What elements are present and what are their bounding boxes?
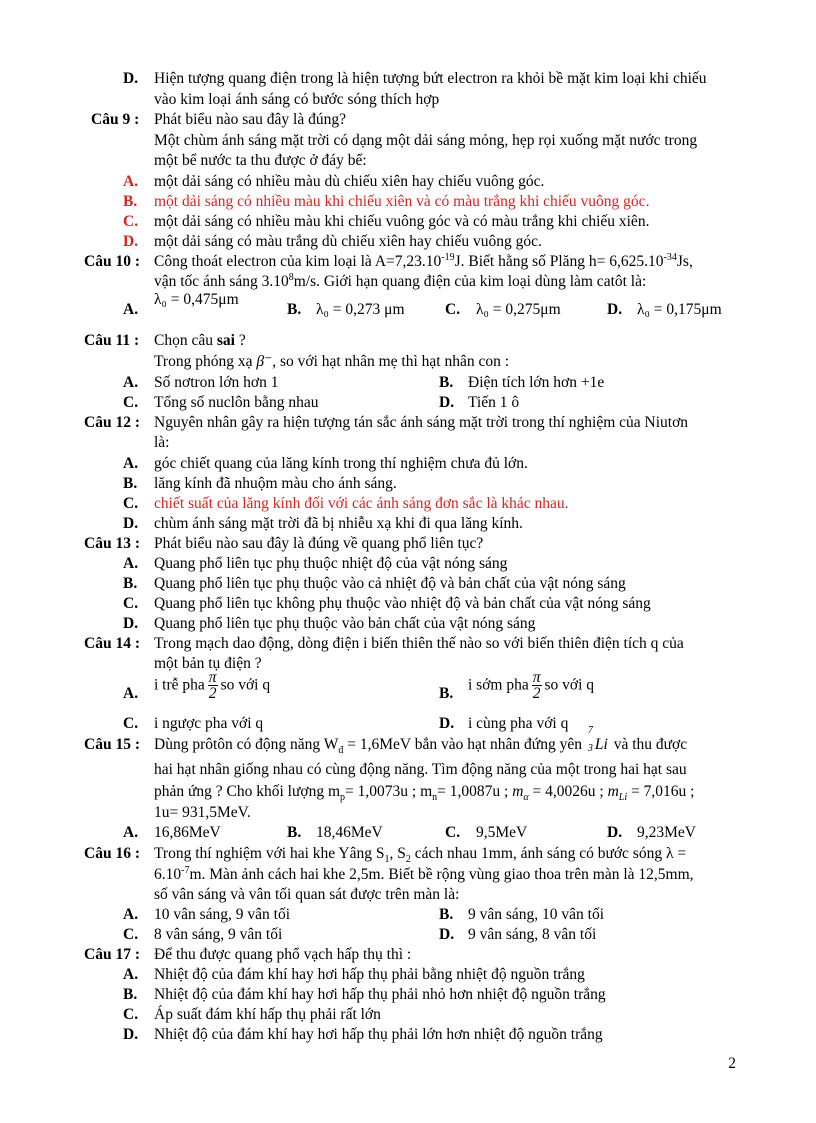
page-number: 2: [728, 1055, 736, 1072]
q12-option-d: chùm ánh sáng mặt trời đã bị nhiễu xạ khi đi qua lăng kính.: [154, 515, 523, 532]
q9-stem: Phát biểu nào sau đây là đúng?: [154, 111, 346, 128]
q12-option-a-label: A.: [123, 455, 139, 472]
q16-option-a-label: A.: [123, 906, 139, 923]
q13-label: Câu 13 :: [84, 535, 140, 552]
q11-option-a-label: A.: [123, 374, 139, 391]
q9-option-b-correct: một dải sáng có nhiều màu khi chiếu xiên và có màu trắng khi chiếu vuông góc.: [154, 193, 650, 210]
q17-option-c-label: C.: [123, 1006, 139, 1023]
q12-stem: là:: [154, 434, 170, 451]
q15-option-b: 18,46MeV: [316, 824, 383, 841]
q10-stem: Công thoát electron của kim loại là $A=7,23.10^{-19}J$. Biết hằng số Plăng $h= 6,625.10^{-34}Js$,: [154, 251, 693, 270]
q16-option-d: 9 vân sáng, 8 vân tối: [468, 926, 597, 943]
q8-option-d-text-cont: vào kim loại ánh sáng có bước sóng thích hợp: [154, 91, 440, 108]
q11-option-d: Tiến 1 ô: [468, 394, 520, 411]
q13-option-a-label: A.: [123, 555, 139, 572]
q11-option-b: Điện tích lớn hơn +1e: [468, 374, 605, 391]
q17-option-c: Áp suất đám khí hấp thụ phải rất lớn: [154, 1006, 381, 1023]
q16-option-c: 8 vân sáng, 9 vân tối: [154, 926, 283, 943]
q17-option-d-label: D.: [123, 1026, 139, 1043]
q12-option-a: góc chiết quang của lăng kính trong thí nghiệm chưa đủ lớn.: [154, 455, 528, 472]
q16-stem: số vân sáng và vân tối quan sát được trên màn là:: [154, 886, 460, 903]
q17-stem: Để thu được quang phổ vạch hấp thụ thì :: [154, 946, 412, 963]
q11-option-c-label: C.: [123, 394, 139, 411]
q15-option-a: 16,86MeV: [154, 824, 221, 841]
q17-option-d: Nhiệt độ của đám khí hay hơi hấp thụ phải lớn hơn nhiệt độ nguồn trắng: [154, 1026, 603, 1043]
q11-option-c: Tổng số nuclôn bằng nhau: [154, 394, 319, 411]
q15-option-c: 9,5MeV: [476, 824, 528, 841]
q16-option-b: 9 vân sáng, 10 vân tối: [468, 906, 605, 923]
q13-option-c-label: C.: [123, 595, 139, 612]
q15-stem: phản ứng ? Cho khối lượng $m_p= 1,0073u$ ; $m_n= 1,0087u$ ; $m_\alpha = 4,0026u$ ; $m_{Li} = 7,016u$ ;: [154, 783, 695, 804]
q15-stem: hai hạt nhân giống nhau có cùng động năng. Tìm động năng của một trong hai hạt sau: [154, 761, 687, 778]
q12-option-d-label: D.: [123, 515, 139, 532]
q12-option-b-label: B.: [123, 475, 138, 492]
q13-option-d: Quang phổ liên tục phụ thuộc vào bản chất của vật nóng sáng: [154, 615, 536, 632]
q12-label: Câu 12 :: [84, 414, 140, 431]
q11-label: Câu 11 :: [84, 332, 140, 349]
q14-option-d: i cùng pha với q: [468, 715, 569, 732]
q10-option-a: λ₀ = 0,475μm: [154, 291, 239, 308]
q11-option-b-label: B.: [439, 374, 454, 391]
q9-option-d-label: D.: [123, 233, 139, 250]
q11-option-d-label: D.: [439, 394, 455, 411]
q15-label: Câu 15 :: [84, 736, 140, 753]
q13-option-a: Quang phổ liên tục phụ thuộc nhiệt độ của vật nóng sáng: [154, 555, 508, 572]
q10-option-c-label: C.: [445, 301, 461, 318]
q10-stem: vận tốc ánh sáng 3.10$^8$m/s. Giới hạn quang điện của kim loại dùng làm catôt là:: [154, 271, 647, 290]
q9-label: Câu 9 :: [91, 111, 140, 128]
q10-option-c: λ₀ = 0,275μm: [476, 301, 561, 318]
q13-option-d-label: D.: [123, 615, 139, 632]
q15-option-a-label: A.: [123, 824, 139, 841]
q15-option-c-label: C.: [445, 824, 461, 841]
q16-label: Câu 16 :: [84, 845, 140, 862]
q17-option-b-label: B.: [123, 986, 138, 1003]
lithium-nuclide: 7 3 Li: [587, 725, 608, 754]
q11-stem: Trong phóng xạ β⁻, so với hạt nhân mẹ thì hạt nhân con :: [154, 353, 510, 370]
q15-option-d: 9,23MeV: [637, 824, 696, 841]
q13-option-c: Quang phổ liên tục không phụ thuộc vào nhiệt độ và bản chất của vật nóng sáng: [154, 595, 651, 612]
q9-option-a-label: A.: [123, 173, 139, 190]
q10-option-d-label: D.: [607, 301, 623, 318]
q8-option-d-label: D.: [123, 70, 139, 87]
q13-option-b-label: B.: [123, 575, 138, 592]
q15-option-b-label: B.: [287, 824, 302, 841]
q14-option-a: i trễ pha $\frac{\pi}{2}$ so với q: [154, 669, 271, 702]
q14-option-b-label: B.: [439, 685, 454, 702]
q10-option-a-label: A.: [123, 301, 139, 318]
q16-stem: $6.10^{-7}m$. Màn ảnh cách hai khe 2,5m. Biết bề rộng vùng giao thoa trên màn là 12,5mm,: [154, 864, 694, 883]
q12-option-b: lăng kính đã nhuộm màu cho ánh sáng.: [154, 475, 397, 492]
q14-option-c: i ngược pha với q: [154, 715, 264, 732]
q14-option-c-label: C.: [123, 715, 139, 732]
q10-option-b-label: B.: [287, 301, 302, 318]
q15-stem: 1u= 931,5MeV.: [154, 804, 251, 821]
q13-option-b: Quang phổ liên tục phụ thuộc vào cả nhiệt độ và bản chất của vật nóng sáng: [154, 575, 626, 592]
q9-option-c-label: C.: [123, 213, 139, 230]
q14-stem: Trong mạch dao động, dòng điện i biến thiên thế nào so với biến thiên điện tích q của: [154, 635, 684, 652]
q16-option-a: 10 vân sáng, 9 vân tối: [154, 906, 291, 923]
q11-stem: Chọn câu sai ?: [154, 332, 246, 349]
q14-label: Câu 14 :: [84, 635, 140, 652]
q16-option-c-label: C.: [123, 926, 139, 943]
q9-stem: một bể nước ta thu được ở đáy bể:: [154, 152, 367, 169]
q12-stem: Nguyên nhân gây ra hiện tượng tán sắc ánh sáng mặt trời trong thí nghiệm của Niutơn: [154, 414, 689, 431]
q9-stem: Một chùm ánh sáng mặt trời có dạng một dải sáng mỏng, hẹp rọi xuống mặt nước trong: [154, 132, 698, 149]
q17-label: Câu 17 :: [84, 946, 140, 963]
q16-stem: Trong thí nghiệm với hai khe Yâng $S_1$, $S_2$ cách nhau 1mm, ánh sáng có bước sóng λ =: [154, 845, 687, 866]
q17-option-a: Nhiệt độ của đám khí hay hơi hấp thụ phải bằng nhiệt độ nguồn trắng: [154, 966, 585, 983]
q14-option-b: i sớm pha $\frac{\pi}{2}$ so với q: [468, 669, 595, 702]
q9-option-a: một dải sáng có nhiều màu dù chiếu xiên hay chiếu vuông góc.: [154, 173, 545, 190]
q14-option-a-label: A.: [123, 685, 139, 702]
q10-option-d: λ₀ = 0,175μm: [637, 301, 722, 318]
q9-option-b-label: B.: [123, 193, 138, 210]
q11-option-a: Số nơtron lớn hơn 1: [154, 374, 279, 391]
q16-option-d-label: D.: [439, 926, 455, 943]
q12-option-c-correct: chiết suất của lăng kính đối với các ánh sáng đơn sắc là khác nhau.: [154, 495, 569, 512]
q10-label: Câu 10 :: [84, 253, 140, 270]
q16-option-b-label: B.: [439, 906, 454, 923]
q17-option-a-label: A.: [123, 966, 139, 983]
q12-option-c-label: C.: [123, 495, 139, 512]
q9-option-c: một dải sáng có nhiều màu khi chiếu vuông góc và có màu trắng khi chiếu xiên.: [154, 213, 650, 230]
q15-stem: Dùng prôtôn có động năng $W_đ = 1,6MeV$ bắn vào hạt nhân đứng yên 7 3 Li và thu được: [154, 725, 688, 757]
q14-option-d-label: D.: [439, 715, 455, 732]
q15-option-d-label: D.: [607, 824, 623, 841]
q13-stem: Phát biểu nào sau đây là đúng về quang phổ liên tục?: [154, 535, 484, 552]
q8-option-d-text: Hiện tượng quang điện trong là hiện tượng bứt electron ra khỏi bề mặt kim loại khi chiếu: [154, 70, 707, 87]
q17-option-b: Nhiệt độ của đám khí hay hơi hấp thụ phải nhỏ hơn nhiệt độ nguồn trắng: [154, 986, 606, 1003]
q10-option-b: λ₀ = 0,273 μm: [316, 301, 405, 318]
q9-option-d: một dải sáng có màu trắng dù chiếu xiên hay chiếu vuông góc.: [154, 233, 542, 250]
q14-stem: một bản tụ điện ?: [154, 655, 262, 672]
